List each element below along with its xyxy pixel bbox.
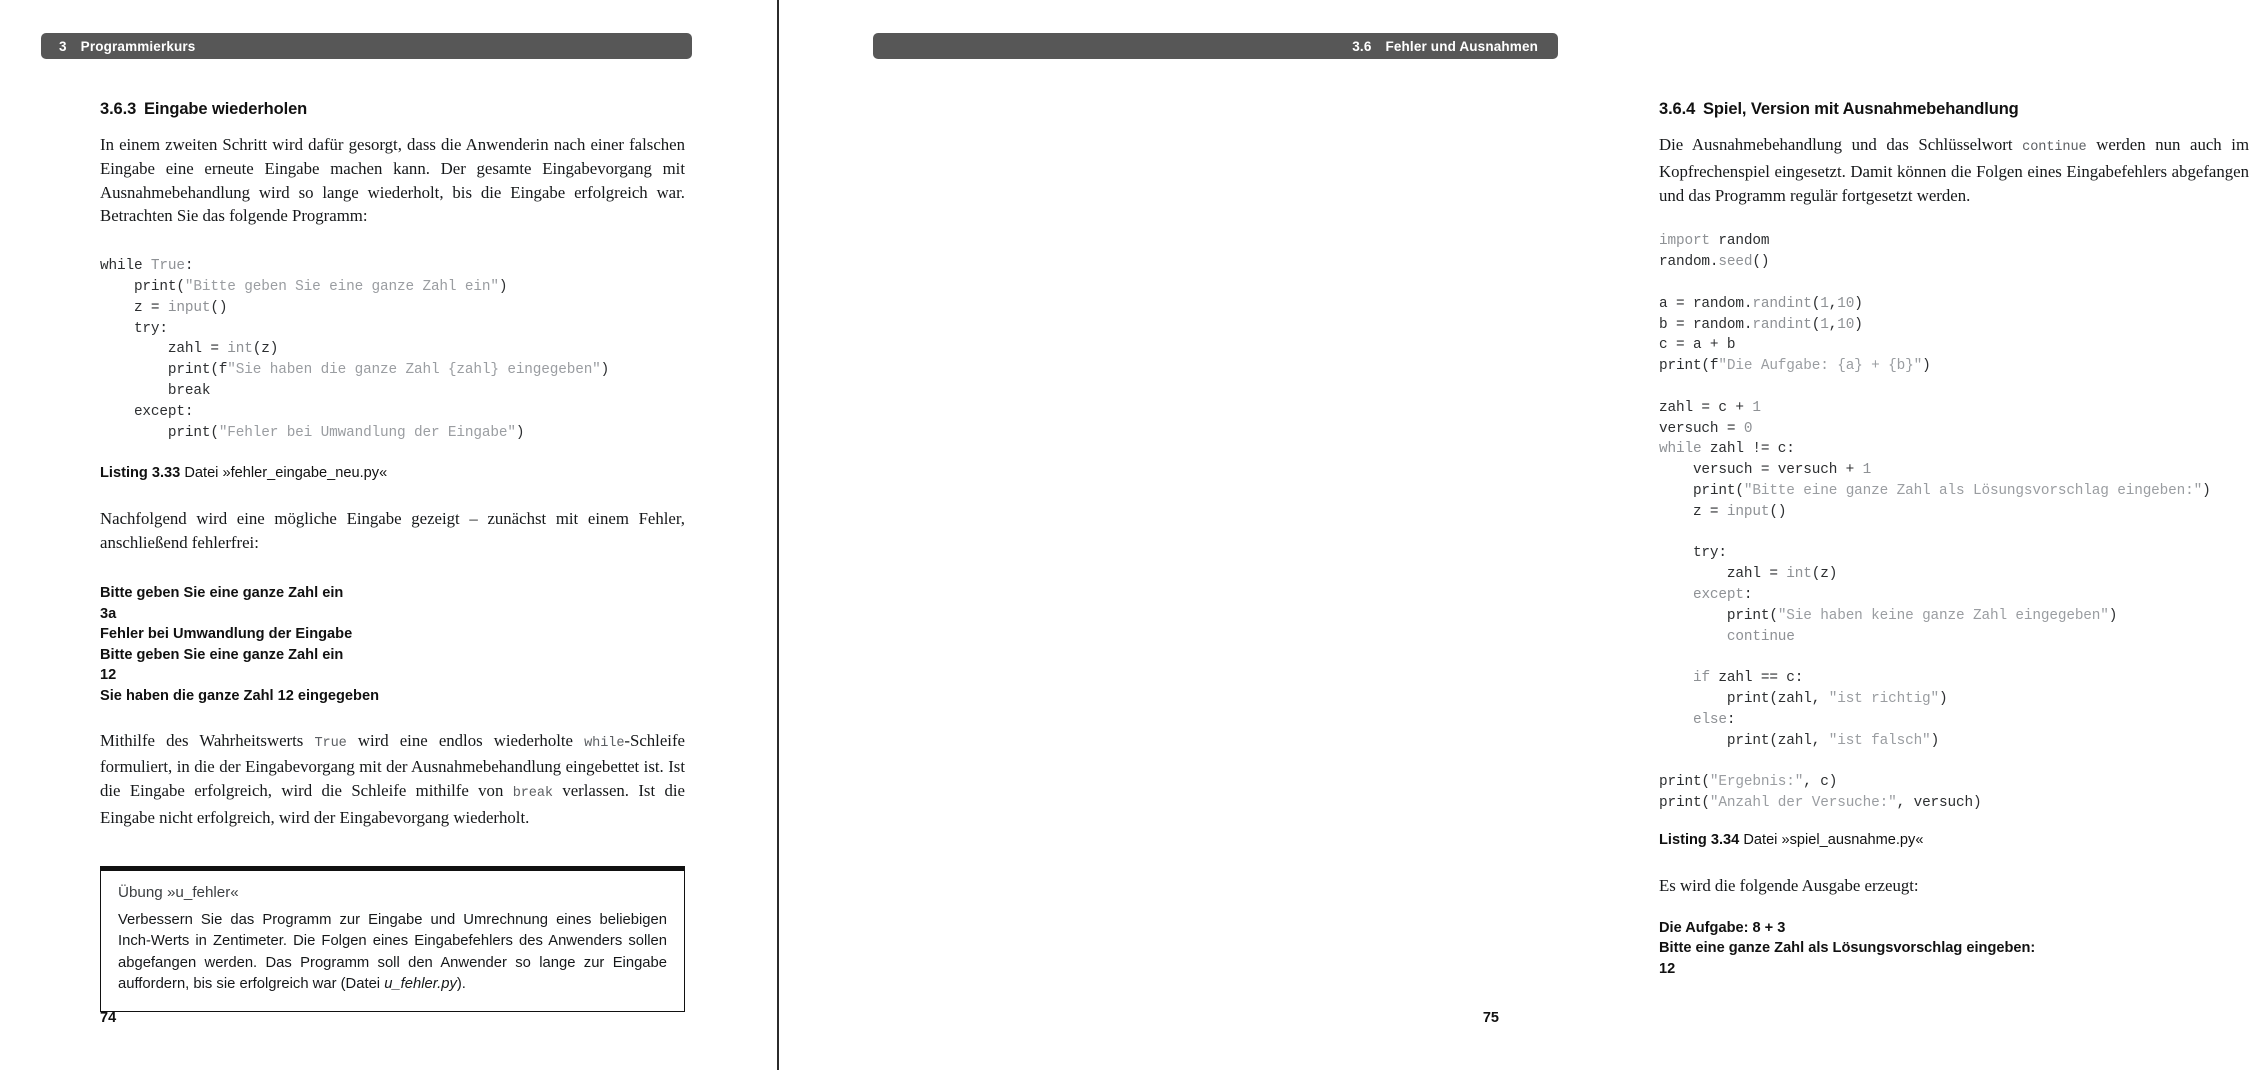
code-line: zahl = int(z) [100, 341, 279, 358]
left-page [0, 0, 778, 1070]
listing-caption-333 [100, 465, 685, 481]
code-line: z = input() [100, 299, 228, 316]
output-line: Bitte eine ganze Zahl als Lösungsvorschlag eingeben: [1659, 940, 2036, 957]
spacer [100, 707, 685, 729]
inline-code-continue: continue [2022, 140, 2087, 155]
page-number-left: 74 [100, 1010, 117, 1026]
code-line: try: [100, 320, 168, 337]
code-line: while True: [100, 258, 194, 275]
spacer [100, 481, 685, 507]
running-header-right-number: 3.6 [1352, 38, 1372, 54]
code-line: random.seed() [1659, 254, 1770, 271]
right-page-content [1659, 100, 2249, 979]
spacer [1659, 814, 2249, 832]
output-line: Bitte geben Sie eine ganze Zahl ein [100, 646, 344, 663]
left-page-content [100, 100, 685, 1012]
code-line: except: [100, 403, 194, 420]
output-line: 3a [100, 605, 117, 622]
spread-gutter-divider [777, 0, 779, 1070]
code-line: print(f"Sie haben die ganze Zahl {zahl} eingegeben") [100, 362, 610, 379]
spacer [1659, 898, 2249, 918]
running-header-right-title: Fehler und Ausnahmen [1385, 38, 1538, 54]
code-line: print("Sie haben keine ganze Zahl eingegeben") [1659, 607, 2118, 624]
code-line: if zahl == c: [1692, 670, 1804, 687]
spacer [1659, 848, 2249, 874]
code-line: print("Anzahl der Versuche:", versuch) [1659, 794, 1982, 811]
output-line: Die Aufgabe: 8 + 3 [1659, 919, 1786, 936]
running-header-left-title: Programmierkurs [80, 38, 196, 54]
spacer [100, 571, 685, 583]
output-line: 12 [1659, 960, 1676, 977]
console-output-right [1659, 918, 2249, 980]
page-number-right: 75 [1482, 1010, 1499, 1026]
code-line: print("Bitte eine ganze Zahl als Lösungsvorschlag eingeben:") [1659, 482, 2211, 499]
exercise-filename: u_fehler.py [384, 976, 457, 993]
intro-paragraph-right [1659, 133, 2249, 207]
output-line: Fehler bei Umwandlung der Eingabe [100, 626, 353, 643]
code-line: try: [1659, 545, 1727, 562]
code-line: zahl = int(z) [1659, 566, 1838, 583]
code-line: print(f"Die Aufgabe: {a} + {b}") [1659, 358, 1931, 375]
running-header-right [873, 33, 1558, 59]
intro-paragraph: In einem zweiten Schritt wird dafür gesorgt, dass die Anwenderin nach einer falschen Eingabe eine erneute Eingabe machen kann. Der gesamte Eingabevorgang mit Ausnahmebehandlung wird so lange wiederholt, bis die Eingabe erfolgreich war. Betrachten Sie das folgende Programm: [100, 135, 685, 226]
spacer [100, 443, 685, 465]
exercise-text [118, 910, 667, 996]
running-header-left [41, 33, 692, 59]
code-line: continue [1726, 628, 1795, 645]
code-line: else: [1692, 711, 1736, 728]
listing-caption-text: Datei »fehler_eingabe_neu.py« [184, 465, 388, 482]
code-line: import random [1659, 233, 1770, 250]
code-line: print("Bitte geben Sie eine ganze Zahl ein") [100, 278, 508, 295]
section-title: Eingabe wiederholen [144, 100, 308, 118]
code-line: versuch = 0 [1659, 420, 1753, 437]
code-line: while zahl != c: [1659, 441, 1795, 458]
output-intro-paragraph: Es wird die folgende Ausgabe erzeugt: [1659, 875, 1919, 895]
code-listing-333 [100, 256, 685, 443]
inline-code-break: break [512, 786, 553, 802]
intro-part-2: werden nun auch im Kopfrechenspiel eingesetzt. Damit können die Folgen eines Eingabefehlers abgefangen und das Programm regulär fortgesetzt werden. [1659, 135, 2249, 205]
code-line: print(zahl, "ist richtig") [1659, 690, 1948, 707]
code-line: break [100, 382, 211, 399]
output-line: Sie haben die ganze Zahl 12 eingegeben [100, 687, 379, 704]
section-heading-363 [100, 100, 685, 119]
output-line: Bitte geben Sie eine ganze Zahl ein [100, 584, 344, 601]
listing-caption-334 [1659, 832, 2249, 848]
inline-code-true: True [314, 735, 347, 751]
exercise-box [100, 866, 685, 1012]
spacer [100, 846, 685, 866]
code-line: print(zahl, "ist falsch") [1659, 732, 1940, 749]
code-line: print("Fehler bei Umwandlung der Eingabe") [100, 424, 525, 441]
explanation-paragraph [100, 729, 685, 830]
section-heading-364 [1659, 100, 2249, 119]
explain-part-4: verlassen. Ist die Eingabe nicht erfolgreich, wird der Eingabevorgang wiederholt. [100, 781, 685, 827]
spacer [1659, 223, 2249, 231]
code-line: print("Ergebnis:", c) [1659, 774, 1838, 791]
code-line: a = random.randint(1,10) [1659, 295, 1863, 312]
explain-part-1: Mithilfe des Wahrheitswerts [100, 730, 315, 750]
section-title: Spiel, Version mit Ausnahmebehandlung [1703, 100, 2019, 118]
explain-part-2: wird eine endlos wiederholte [346, 730, 585, 750]
exercise-text-part-2: ). [456, 976, 466, 993]
output-line: 12 [100, 667, 117, 684]
listing-caption-label: Listing 3.33 [100, 465, 181, 482]
code-line: z = input() [1659, 503, 1787, 520]
inline-code-while: while [584, 735, 625, 751]
section-number: 3.6.4 [1659, 100, 1696, 118]
explain-part-3: -Schleife formuliert, in die der Eingabevorgang mit der Ausnahmebehandlung eingebettet ist. Ist die Eingabe erfolgreich, wird die Schleife mithilfe von [100, 730, 685, 801]
listing-caption-text: Datei »spiel_ausnahme.py« [1743, 831, 1924, 848]
exercise-title: Übung »u_fehler« [118, 883, 239, 901]
code-line: b = random.randint(1,10) [1659, 316, 1863, 333]
exercise-text-part-1: Verbessern Sie das Programm zur Eingabe und Umrechnung eines beliebigen Inch-Werts in Zentimeter. Die Folgen eines Eingabefehlers des Anwenders sollen abgefangen werden. Das Programm soll den Anwender so lange zur Eingabe auffordern, bis sie erfolgreich war (Datei [118, 911, 667, 993]
after-listing-paragraph: Nachfolgend wird eine mögliche Eingabe gezeigt – zunächst mit einem Fehler, anschließend fehlerfrei: [100, 509, 685, 553]
running-header-left-number: 3 [59, 38, 67, 54]
listing-caption-label: Listing 3.34 [1659, 831, 1740, 848]
code-line: versuch = versuch + 1 [1659, 462, 1872, 479]
console-output-left [100, 583, 685, 707]
spacer [100, 244, 685, 256]
code-line: except: [1692, 586, 1753, 603]
code-line: c = a + b [1659, 337, 1736, 354]
right-page [778, 0, 2249, 1070]
code-line: zahl = c + 1 [1659, 399, 1761, 416]
code-listing-334 [1659, 231, 2249, 813]
section-number: 3.6.3 [100, 100, 137, 118]
intro-part-1: Die Ausnahmebehandlung und das Schlüsselwort [1659, 135, 2023, 154]
